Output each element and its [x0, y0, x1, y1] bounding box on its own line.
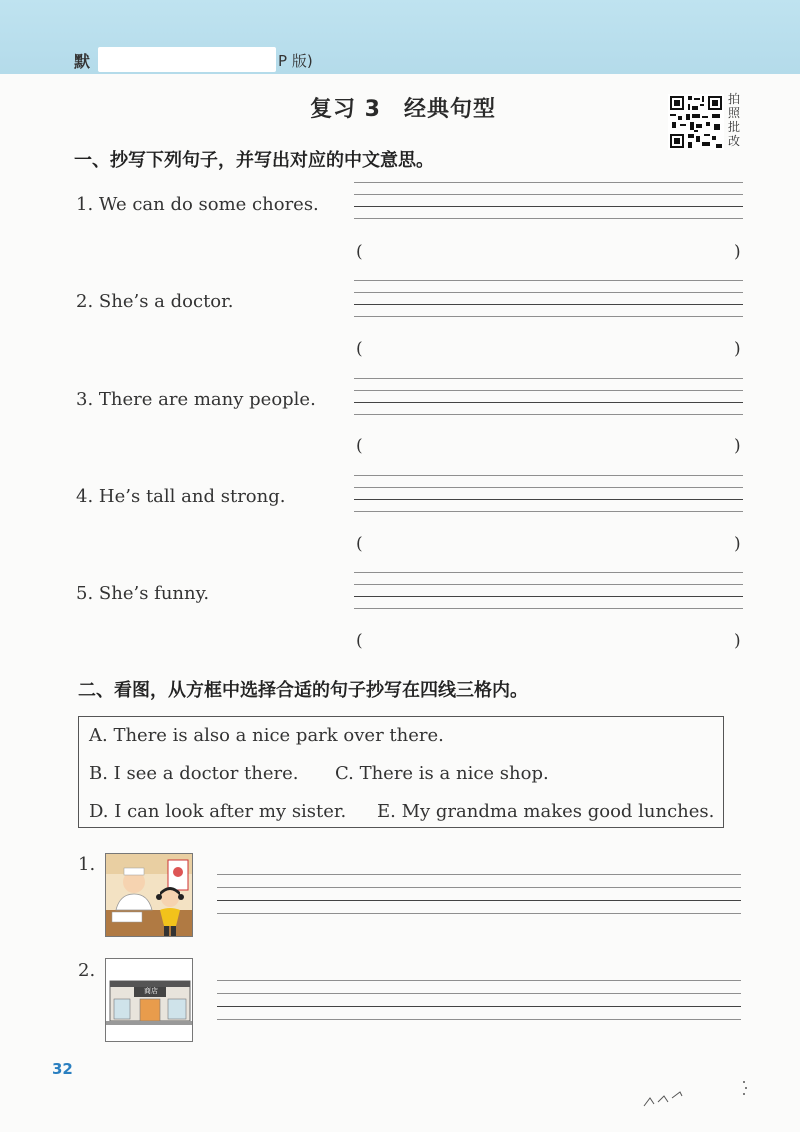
shop-sign: 商店 [144, 987, 158, 995]
option-d: D. I can look after my sister. [89, 801, 347, 822]
doctor-girl-illustration [105, 853, 193, 937]
pencil-scribble [640, 1072, 750, 1112]
writing-lines-picture-1[interactable] [217, 874, 741, 914]
writing-lines-picture-2[interactable] [217, 980, 741, 1020]
question-number: 4. [76, 486, 94, 507]
writing-lines-3[interactable] [354, 378, 743, 414]
option-a: A. There is also a nice park over there. [89, 725, 444, 746]
writing-lines-2[interactable] [354, 280, 743, 316]
paren-close-5: ) [734, 631, 741, 651]
question-number: 2. [76, 291, 94, 312]
section1-title: 一、抄写下列句子，并写出对应的中文意思。 [74, 150, 434, 171]
paren-open-5: ( [356, 631, 363, 651]
page-title: 复习 3 经典句型 [310, 97, 496, 122]
paren-open-3: ( [356, 436, 363, 456]
paren-close-4: ) [734, 534, 741, 554]
paren-close-1: ) [734, 242, 741, 262]
question-text: She’s a doctor. [98, 291, 234, 312]
page-number: 32 [52, 1060, 73, 1078]
writing-lines-4[interactable] [354, 475, 743, 511]
picture-number-1: 1. [78, 854, 96, 875]
edition-label: P 版) [278, 52, 313, 70]
qr-label: 拍照批改 [728, 92, 741, 148]
series-title: 默 [74, 52, 91, 71]
writing-lines-1[interactable] [354, 182, 743, 218]
redacted-area [98, 47, 276, 72]
question-4 [76, 486, 285, 507]
writing-lines-5[interactable] [354, 572, 743, 608]
option-b: B. I see a doctor there. [89, 763, 299, 784]
question-5 [76, 583, 209, 604]
qr-code-icon[interactable] [668, 94, 724, 150]
picture-number-2: 2. [78, 960, 96, 981]
option-e: E. My grandma makes good lunches. [377, 801, 715, 822]
question-2 [76, 291, 234, 312]
question-number: 1. [76, 194, 94, 215]
question-text: She’s funny. [98, 583, 210, 604]
option-c: C. There is a nice shop. [335, 763, 549, 784]
paren-close-2: ) [734, 339, 741, 359]
shop-illustration [105, 958, 193, 1042]
question-text: There are many people. [98, 389, 316, 410]
question-text: We can do some chores. [98, 194, 319, 215]
question-number: 3. [76, 389, 94, 410]
question-3 [76, 389, 316, 410]
question-number: 5. [76, 583, 94, 604]
question-1 [76, 194, 319, 215]
options-box [78, 716, 724, 828]
paren-open-1: ( [356, 242, 363, 262]
section2-title: 二、看图，从方框中选择合适的句子抄写在四线三格内。 [78, 680, 528, 701]
paren-open-4: ( [356, 534, 363, 554]
paren-close-3: ) [734, 436, 741, 456]
paren-open-2: ( [356, 339, 363, 359]
question-text: He’s tall and strong. [98, 486, 286, 507]
